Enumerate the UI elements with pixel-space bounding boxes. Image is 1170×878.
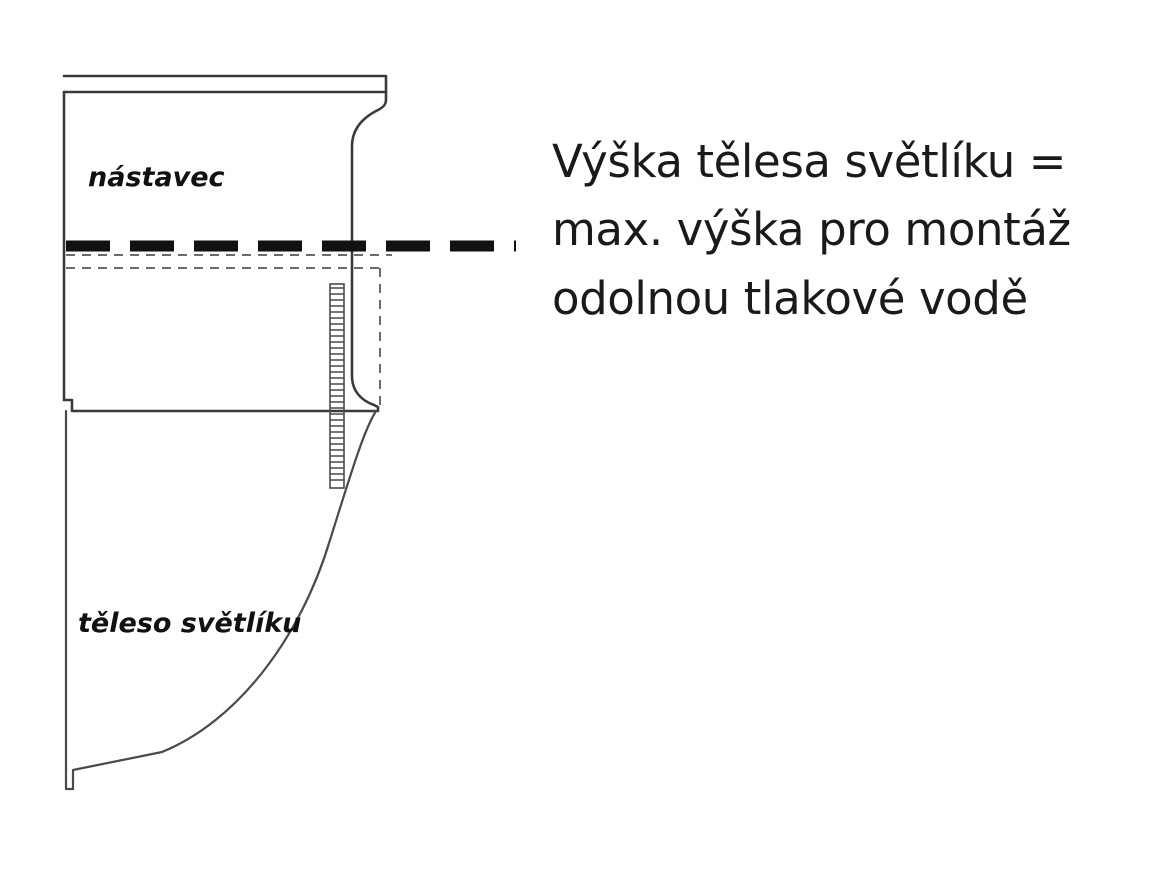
annotation-line-2: max. výška pro montáž xyxy=(552,203,1071,257)
annotation-line-3: odolnou tlakové vodě xyxy=(552,271,1028,325)
annotation-line-1: Výška tělesa světlíku = xyxy=(552,135,1067,188)
label-upper-extension: nástavec xyxy=(88,162,225,193)
annotation-block xyxy=(552,128,1152,333)
label-skylight-body: těleso světlíku xyxy=(78,608,302,639)
